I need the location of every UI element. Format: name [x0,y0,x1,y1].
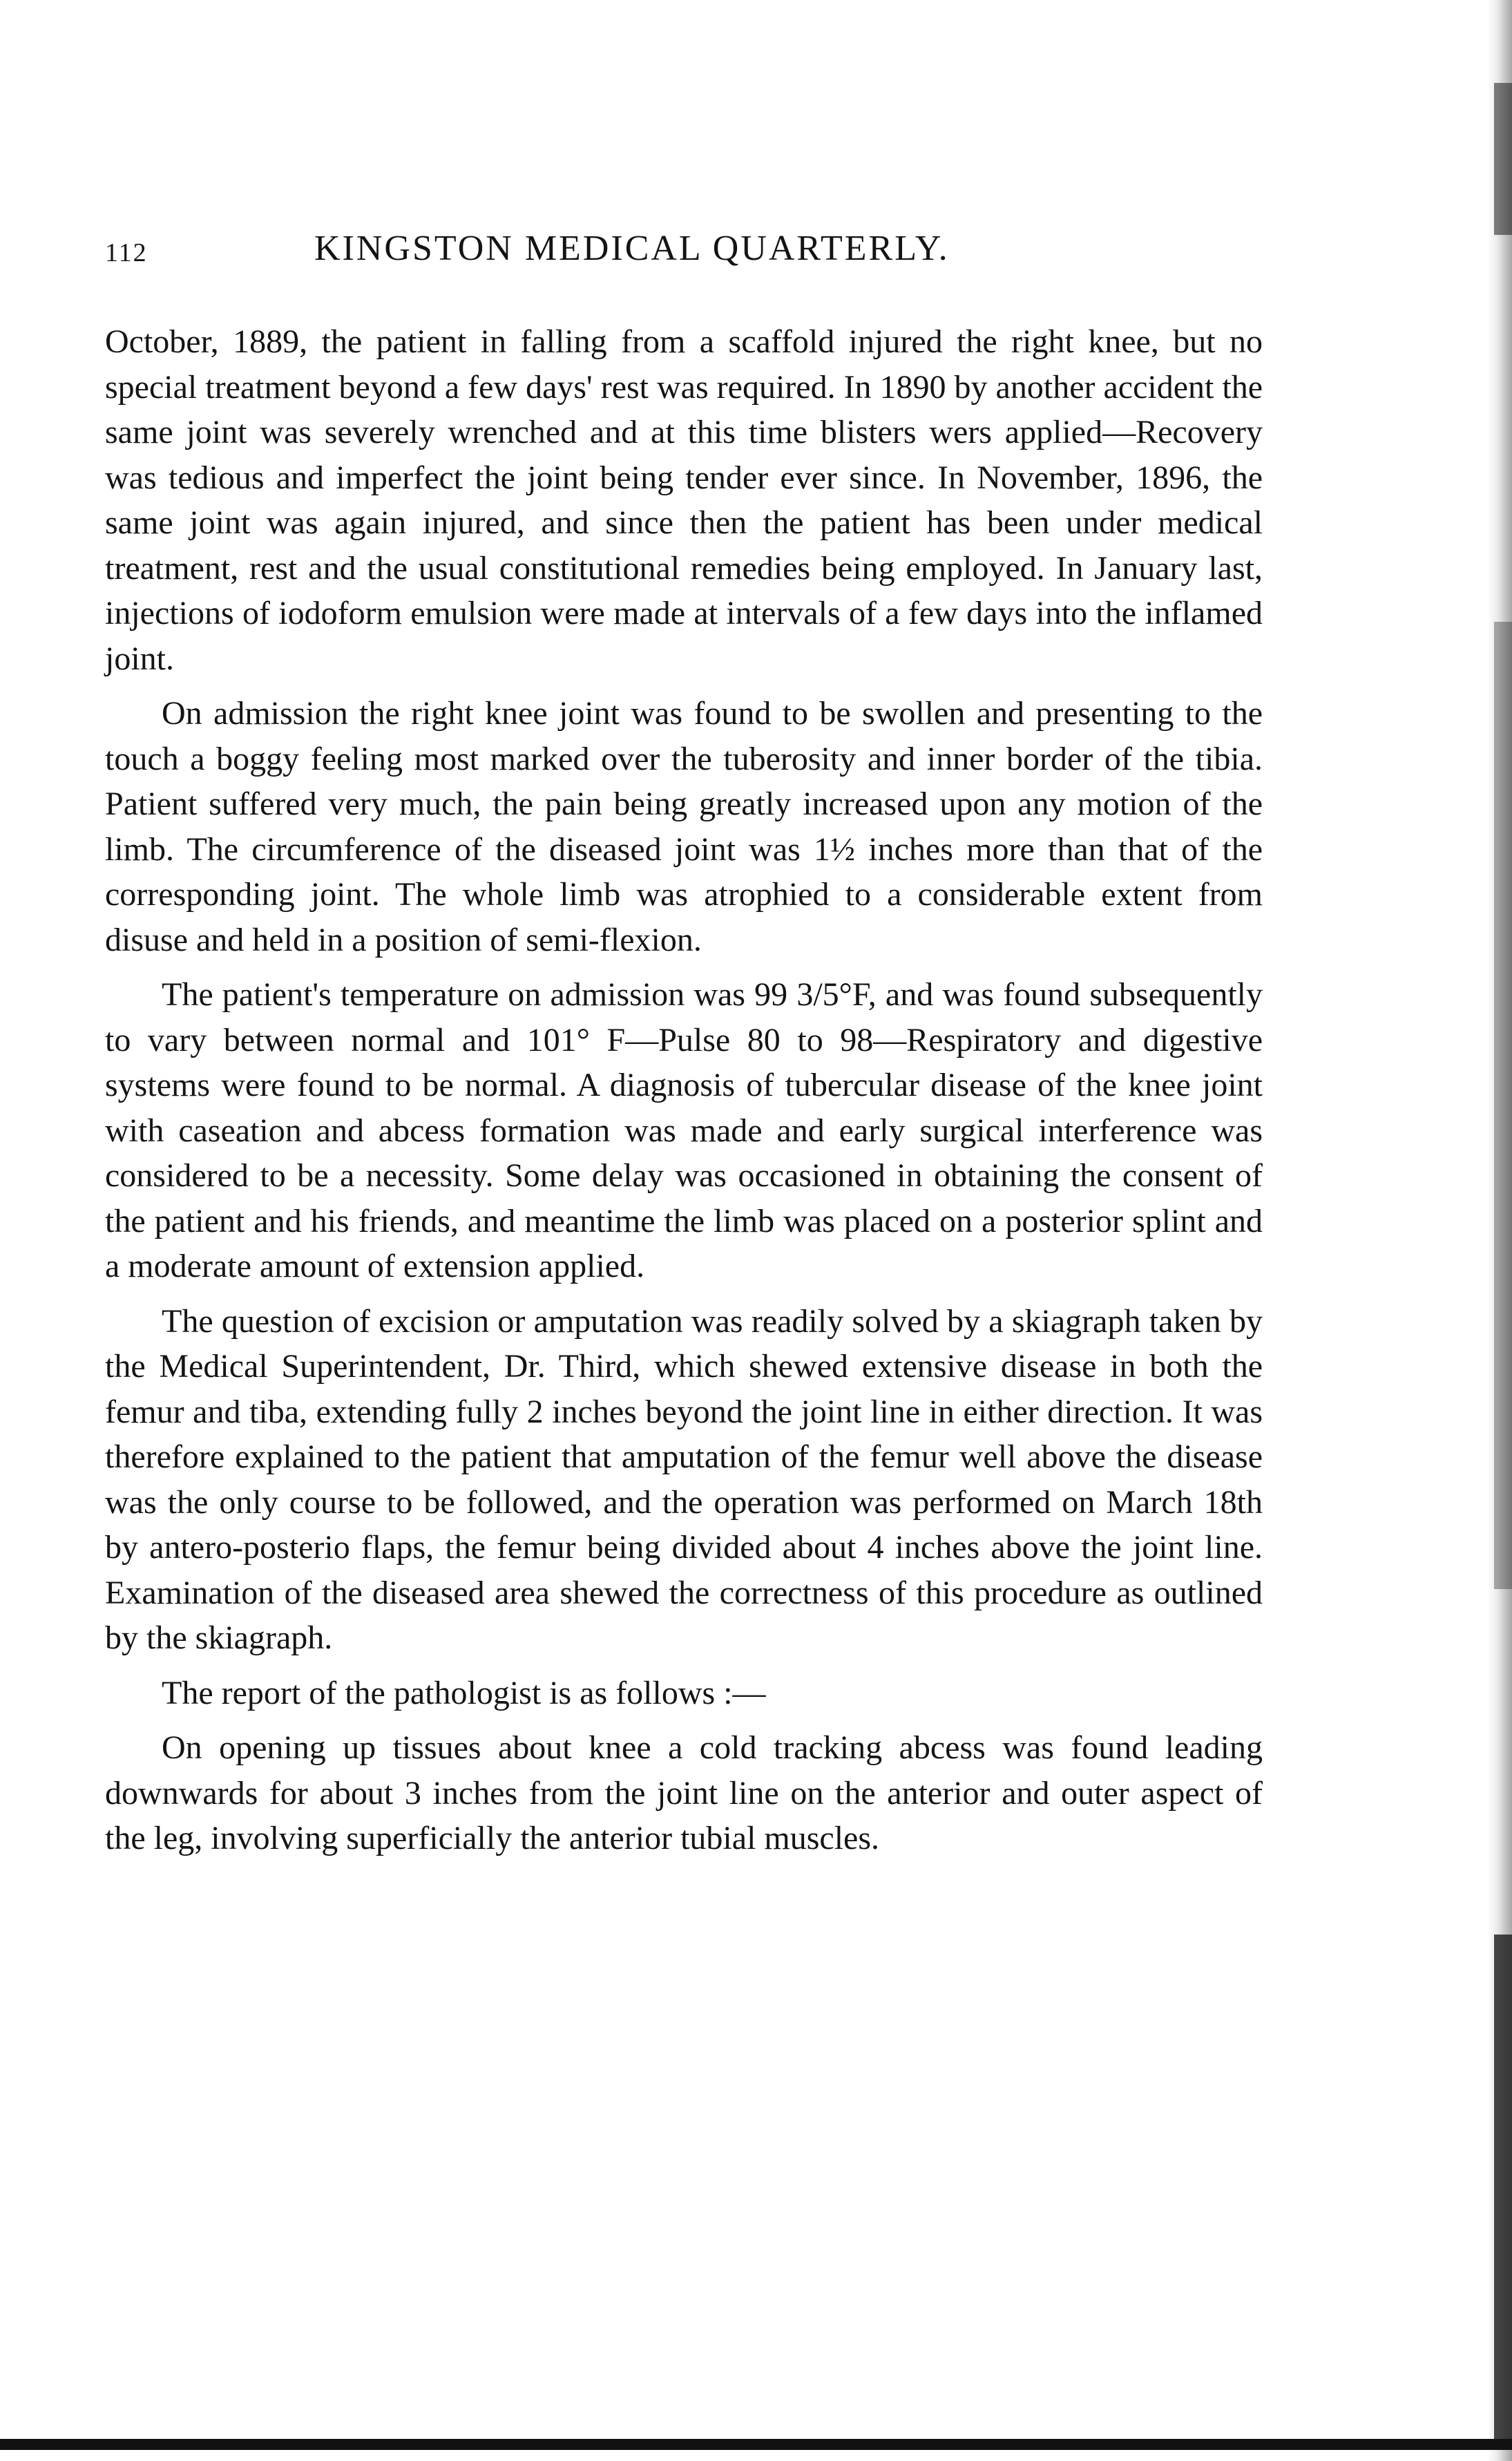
page-edge-mark [1494,1935,1512,2446]
page-number: 112 [105,238,148,267]
paragraph-report-intro: The report of the pathologist is as follows :— [162,1674,766,1711]
page-edge-mark [1494,83,1512,235]
paragraph-temperature: The patient's temperature on admission was 99 3/5°F, and was found subsequently to vary between normal and 101° F—Pulse 80 to 98—Respiratory and digestive systems were found to be normal. A diagnosis of tubercular disease of the knee joint with caseation and abcess formation was made and early surgical interference was considered to be a necessity. Some delay was occasioned in obtaining the consent of the patient and his friends, and meantime the limb was placed on a posterior splint and a moderate amount of extension applied. [105,976,1263,1284]
page-header [105,228,1265,283]
running-title: KINGSTON MEDICAL QUARTERLY. [314,229,950,268]
paragraph-admission: On admission the right knee joint was found to be swollen and presenting to the touch a boggy feeling most marked over the tuberosity and inner border of the tibia. Patient suffered very much, the pain being greatly increased upon any motion of the limb. The circumference of the diseased joint was 1½ inches more than that of the corresponding joint. The whole limb was atrophied to a considerable extent from disuse and held in a position of semi-flexion. [105,695,1263,958]
paragraph-skiagraph: The question of excision or amputation was readily solved by a skiagraph taken by the Medical Superintendent, Dr. Third, which shewed extensive disease in both the femur and tiba, extending fully 2 inches beyond the joint line in either direction. It was therefore explained to the patient that amputation of the femur well above the disease was the only course to be followed, and the operation was performed on March 18th by antero-posterio flaps, the femur being divided about 4 inches above the joint line. Examination of the diseased area shewed the correctness of this procedure as outlined by the skiagraph. [105,1302,1263,1656]
article-body [105,319,1263,1871]
page-edge-mark [1494,622,1512,1589]
paragraph-history: October, 1889, the patient in falling from a scaffold injured the right knee, but no special treatment beyond a few days' rest was required. In 1890 by another accident the same joint was severely wrenched and at this time blisters wers applied—Recovery was tedious and imperfect the joint being tender ever since. In November, 1896, the same joint was again injured, and since then the patient has been under medical treatment, rest and the usual constitutional remedies being employed. In January last, injections of iodoform emulsion were made at intervals of a few days into the inflamed joint. [105,323,1263,677]
paragraph-pathology: On opening up tissues about knee a cold tracking abcess was found leading downwards for about 3 inches from the joint line on the anterior and outer aspect of the leg, involving superficially the anterior tubial muscles. [105,1729,1263,1856]
bottom-scan-border [0,2439,1512,2450]
